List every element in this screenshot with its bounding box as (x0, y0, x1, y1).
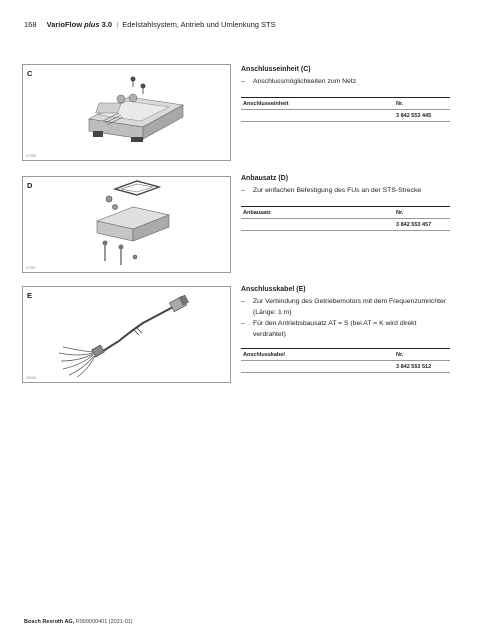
table-row (241, 361, 450, 373)
bullet-text: Zur Verbindung des Getriebemotors mit dem Frequenzumrichter (Länge: 1 m) (253, 298, 447, 316)
bullet-item (241, 185, 450, 196)
figure-e-box (22, 286, 231, 383)
figure-c-box (22, 64, 231, 161)
mounting-kit-illustration (23, 177, 230, 272)
order-table (241, 97, 450, 122)
bullet-text: Für den Antriebsbausatz AT = S (bei AT = K wird direkt verdrahtet) (253, 320, 417, 338)
table-header-row (241, 98, 450, 110)
table-col-name: Anschlusseinheit (243, 100, 289, 107)
bullet-dash: – (241, 298, 245, 305)
figure-letter: C (27, 69, 33, 78)
product-version: 3.0 (101, 20, 113, 29)
part-number: 3 842 553 512 (396, 363, 432, 370)
table-header-row (241, 207, 450, 219)
bullet-dash: – (241, 78, 245, 85)
table-col-nr: Nr. (396, 100, 404, 107)
bullet-text: Anschlussmöglichkeiten zum Netz (253, 78, 357, 85)
connection-unit-illustration (23, 65, 230, 160)
table-col-nr: Nr. (396, 209, 404, 216)
figure-code: 29228 (26, 376, 36, 380)
product-name: VarioFlow (46, 20, 83, 29)
section-mounting-kit (241, 175, 450, 231)
table-col-nr: Nr. (396, 351, 404, 358)
order-table (241, 206, 450, 231)
page-number: 168 (24, 20, 37, 29)
table-header-row (241, 349, 450, 361)
footer-doc-number: R999000401 (2021-01) (75, 619, 133, 625)
table-row (241, 110, 450, 122)
bullet-dash: – (241, 320, 245, 327)
bullet-dash: – (241, 187, 245, 194)
section-connection-cable (241, 286, 450, 373)
section-title: Anschlusseinheit (C) (241, 66, 311, 73)
bullet-item (241, 76, 450, 87)
header-separator: | (116, 20, 119, 29)
connection-cable-illustration (23, 287, 230, 382)
bullet-text: Zur einfachen Befestigung des FUs an der STS-Strecke (253, 187, 422, 194)
header-subtitle: Edelstahlsystem, Antrieb und Umlenkung STS (122, 20, 276, 29)
section-title: Anbausatz (D) (241, 175, 289, 182)
page-header (24, 20, 276, 29)
table-row (241, 219, 450, 231)
figure-code: 27097 (26, 266, 36, 270)
figure-code: 27095 (26, 154, 36, 158)
part-number: 3 842 553 457 (396, 221, 432, 228)
section-title: Anschlusskabel (E) (241, 286, 306, 293)
product-name-italic: plus (84, 20, 100, 29)
figure-d-box (22, 176, 231, 273)
part-number: 3 842 553 445 (396, 112, 432, 119)
bullet-item (241, 296, 450, 318)
section-connection-unit (241, 66, 450, 122)
table-col-name: Anschlusskabel (243, 351, 285, 358)
figure-letter: E (27, 291, 33, 300)
table-col-name: Anbausatz (243, 209, 271, 216)
figure-letter: D (27, 181, 33, 190)
footer-company: Bosch Rexroth AG, (24, 619, 75, 625)
order-table (241, 348, 450, 373)
page-footer (24, 619, 133, 625)
bullet-item (241, 318, 450, 340)
